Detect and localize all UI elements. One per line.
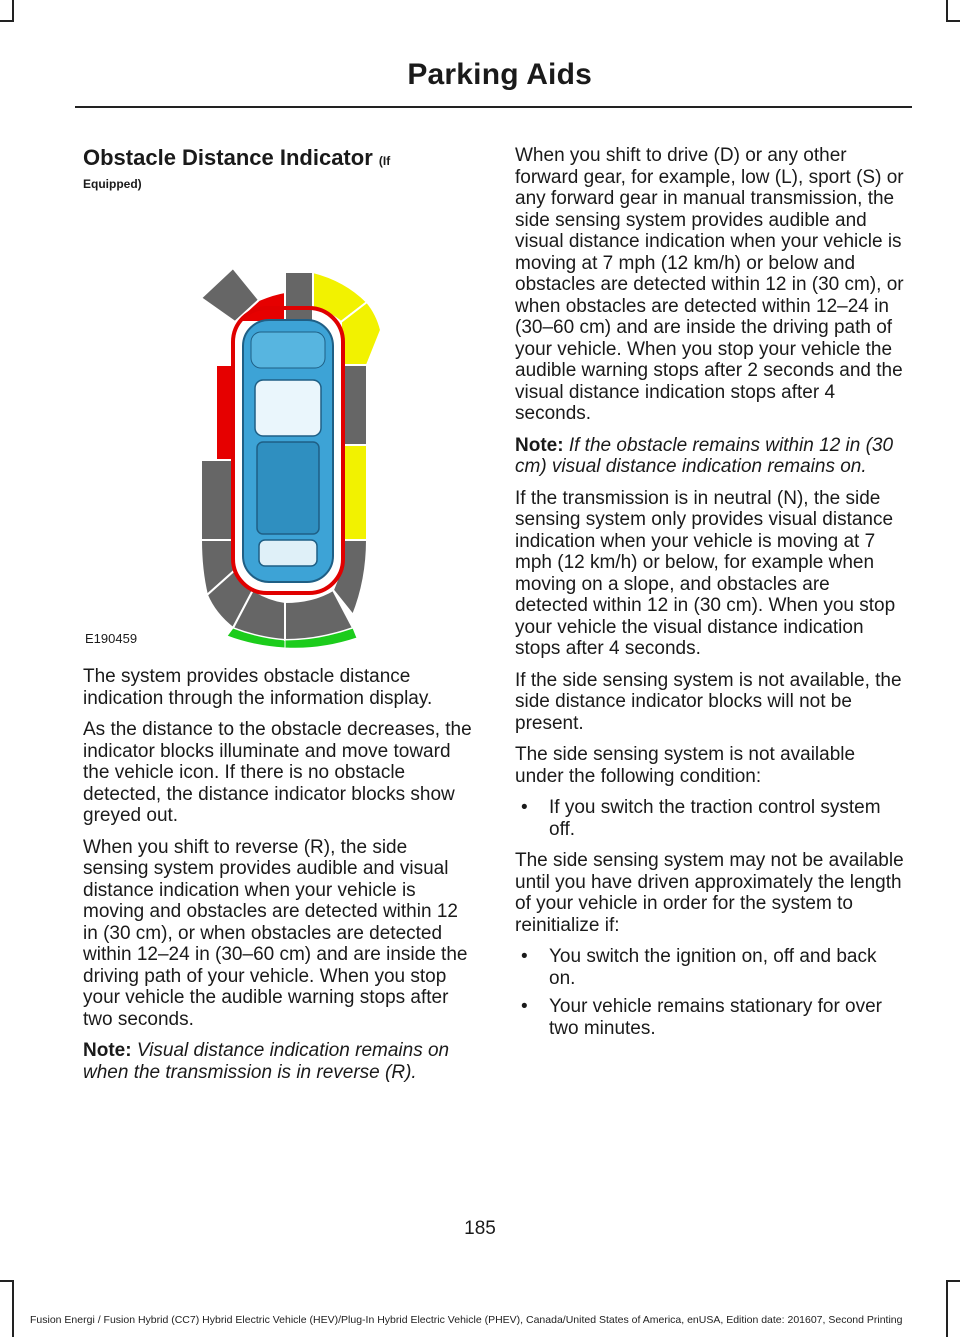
note-label: Note:	[515, 434, 564, 456]
bullet-list	[515, 946, 907, 1039]
crop-mark	[946, 0, 948, 22]
note-text: If the obstacle remains within 12 in (30 cm) visual distance indication remains on.	[515, 434, 894, 477]
bullet-list	[515, 797, 907, 840]
bullet: •	[521, 996, 528, 1017]
list-item-text: You switch the ignition on, off and back on.	[549, 946, 877, 989]
page-number: 185	[464, 1218, 496, 1239]
crop-mark	[12, 1280, 14, 1337]
list-item	[515, 996, 907, 1039]
paragraph: When you shift to drive (D) or any other forward gear, for example, low (L), sport (S) or any forward gear in manual transmission, the side sensing system provides audible and visual distance indication when your vehicle is moving at 7 mph (12 km/h) or below and obstacles are detected within 12 in (30 cm), or when obstacles are detected within 12–24 in (30–60 cm) and are inside the driving path of your vehicle. When you stop your vehicle the audible warning stops after 2 seconds and the visual distance indication stops after 4 seconds.	[515, 145, 904, 424]
obstacle-indicator-diagram	[83, 210, 475, 650]
figure-code: E190459	[85, 631, 138, 646]
car-rear-window-icon	[259, 540, 317, 566]
paragraph: If the side sensing system is not available, the side distance indicator blocks will not be present.	[515, 669, 902, 734]
list-item-text: If you switch the traction control system off.	[549, 797, 881, 840]
left-zone-block	[201, 460, 235, 540]
crop-mark	[946, 1280, 948, 1337]
paragraph: The side sensing system is not available under the following condition:	[515, 744, 856, 787]
note	[83, 1040, 475, 1083]
bullet: •	[521, 946, 528, 967]
right-column	[515, 145, 907, 1049]
paragraph: The system provides obstacle distance indication through the information display.	[83, 666, 433, 709]
section-qualifier: (If	[378, 154, 391, 168]
paragraph: If the transmission is in neutral (N), the side sensing system only provides visual distance indication when your vehicle is moving at 7 mph (12 km/h) or below, for example when moving on a slope, and obstacles are detected within 12 in (30 cm). When you stop your vehicle the visual distance indication stops after 4 seconds.	[515, 487, 896, 659]
header-divider	[75, 106, 912, 108]
left-column	[83, 145, 475, 1093]
crop-mark	[12, 0, 14, 22]
front-center-block	[285, 272, 313, 322]
list-item	[515, 797, 907, 840]
paragraph: When you shift to reverse (R), the side sensing system provides audible and visual distance indication when your vehicle is moving and obstacles are detected within 12 in (30 cm), or when obstacles are detected within 12–24 in (30–60 cm) and are inside the driving path of your vehicle. When you stop your vehicle the audible warning stops after two seconds.	[83, 836, 468, 1030]
car-roof-icon	[257, 442, 319, 534]
paragraph: As the distance to the obstacle decreases, the indicator blocks illuminate and move toward the vehicle icon. If there is no obstacle detected, the distance indicator blocks show greyed out.	[83, 719, 472, 826]
list-item-text: Your vehicle remains stationary for over two minutes.	[549, 996, 883, 1039]
car-windshield-icon	[255, 380, 321, 436]
note	[515, 435, 907, 478]
crop-mark	[0, 20, 14, 22]
section-qualifier-line2: Equipped)	[83, 177, 142, 191]
section-title	[83, 145, 475, 174]
crop-mark	[0, 1280, 14, 1282]
note-label: Note:	[83, 1040, 132, 1061]
page-footer: Fusion Energi / Fusion Hybrid (CC7) Hybrid Electric Vehicle (HEV)/Plug-In Hybrid Electric Vehicle (PHEV), Canada/United States of America, enUSA, Edition date: 201607, Second Printing	[30, 1314, 903, 1326]
section-title-text: Obstacle Distance Indicator	[83, 145, 373, 170]
crop-mark	[946, 1280, 960, 1282]
paragraph: The side sensing system may not be available until you have driven approximately the length of your vehicle in order for the system to reinitialize if:	[515, 850, 904, 936]
car-hood-icon	[251, 332, 325, 368]
page-header-title: Parking Aids	[407, 58, 592, 91]
obstacle-indicator-figure	[83, 210, 475, 650]
crop-mark	[946, 20, 960, 22]
bullet: •	[521, 797, 528, 818]
list-item	[515, 946, 907, 989]
note-text: Visual distance indication remains on when the transmission is in reverse (R).	[83, 1040, 450, 1083]
